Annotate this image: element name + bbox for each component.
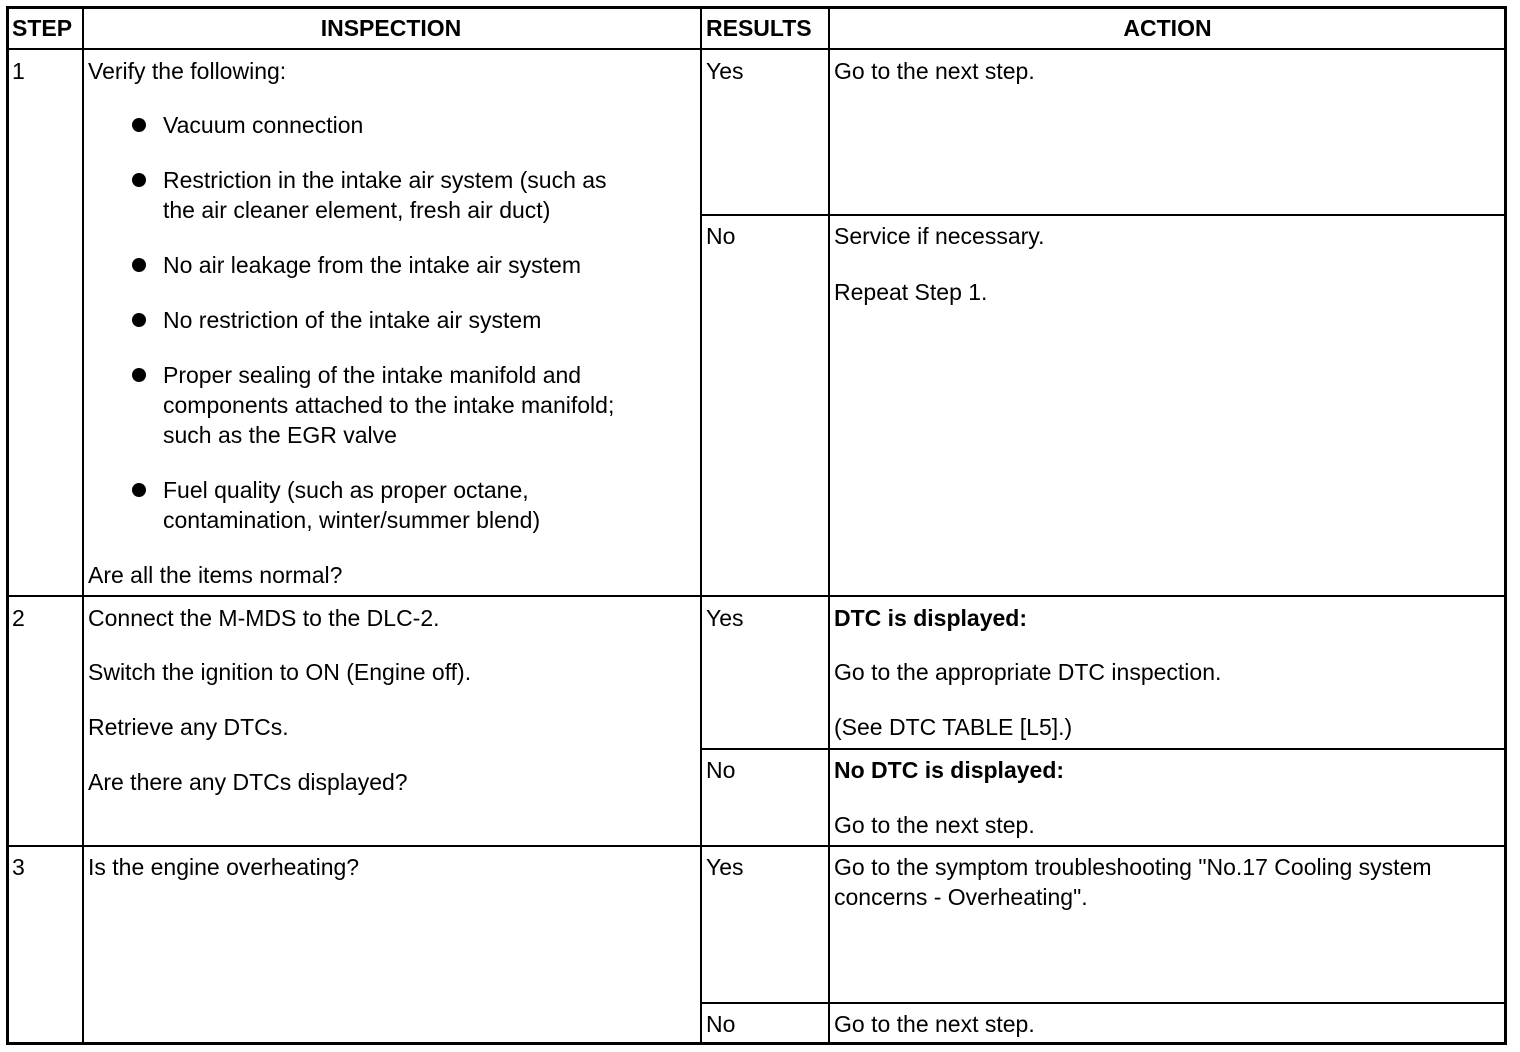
row2-line-2: Switch the ignition to ON (Engine off). — [88, 659, 472, 685]
header-divider — [9, 48, 1504, 50]
row2-no-action-title: No DTC is displayed: — [834, 757, 1065, 783]
bullet-icon — [132, 258, 146, 272]
row1-bullet-5c: such as the EGR valve — [163, 422, 397, 448]
row2-line-4: Are there any DTCs displayed? — [88, 769, 408, 795]
row2-line-3: Retrieve any DTCs. — [88, 714, 289, 740]
header-action: ACTION — [1123, 15, 1212, 41]
row1-step: 1 — [12, 58, 25, 84]
row1-bullet-1: Vacuum connection — [163, 112, 364, 138]
row3-step: 3 — [12, 854, 25, 880]
row1-yes-action: Go to the next step. — [834, 58, 1035, 84]
row1-bullet-5b: components attached to the intake manifold; — [163, 392, 615, 418]
row-divider-1 — [9, 595, 1504, 597]
row2-yes-result: Yes — [706, 605, 744, 631]
bullet-icon — [132, 173, 146, 187]
row2-yes-action-2: (See DTC TABLE [L5].) — [834, 714, 1073, 740]
bullet-icon — [132, 368, 146, 382]
row1-bullet-2b: the air cleaner element, fresh air duct) — [163, 197, 551, 223]
row1-bullet-6b: contamination, winter/summer blend) — [163, 507, 541, 533]
row1-question: Are all the items normal? — [88, 562, 343, 588]
row3-no-result: No — [706, 1011, 736, 1037]
row3-line-1: Is the engine overheating? — [88, 854, 360, 880]
header-inspection: INSPECTION — [320, 15, 462, 41]
row1-bullet-4: No restriction of the intake air system — [163, 307, 542, 333]
row1-yes-result: Yes — [706, 58, 744, 84]
bullet-icon — [132, 483, 146, 497]
row1-bullet-6a: Fuel quality (such as proper octane, — [163, 477, 529, 503]
bullet-icon — [132, 118, 146, 132]
col-divider-step — [82, 9, 84, 1042]
row2-no-result: No — [706, 757, 736, 783]
row3-results-divider — [700, 1002, 1504, 1004]
row3-yes-action-2: concerns - Overheating". — [834, 884, 1088, 910]
row1-results-divider — [700, 214, 1504, 216]
row3-no-action-1: Go to the next step. — [834, 1011, 1035, 1037]
row-divider-2 — [9, 845, 1504, 847]
col-divider-results — [828, 9, 830, 1042]
row1-no-result: No — [706, 223, 736, 249]
row1-intro: Verify the following: — [88, 58, 287, 84]
header-results: RESULTS — [706, 15, 812, 41]
row1-bullet-5a: Proper sealing of the intake manifold and — [163, 362, 582, 388]
row2-yes-action-title: DTC is displayed: — [834, 605, 1027, 631]
row2-yes-action-1: Go to the appropriate DTC inspection. — [834, 659, 1222, 685]
row3-yes-action-1: Go to the symptom troubleshooting "No.17 Cooling system — [834, 854, 1432, 880]
row2-line-1: Connect the M-MDS to the DLC-2. — [88, 605, 440, 631]
row2-results-divider — [700, 748, 1504, 750]
row1-no-action-1: Service if necessary. — [834, 223, 1045, 249]
row1-bullet-2a: Restriction in the intake air system (such as — [163, 167, 607, 193]
row1-bullet-3: No air leakage from the intake air system — [163, 252, 582, 278]
row1-no-action-2: Repeat Step 1. — [834, 279, 988, 305]
bullet-icon — [132, 313, 146, 327]
row2-no-action-1: Go to the next step. — [834, 812, 1035, 838]
col-divider-inspection — [700, 9, 702, 1042]
row2-step: 2 — [12, 605, 25, 631]
header-step: STEP — [12, 15, 73, 41]
row3-yes-result: Yes — [706, 854, 744, 880]
